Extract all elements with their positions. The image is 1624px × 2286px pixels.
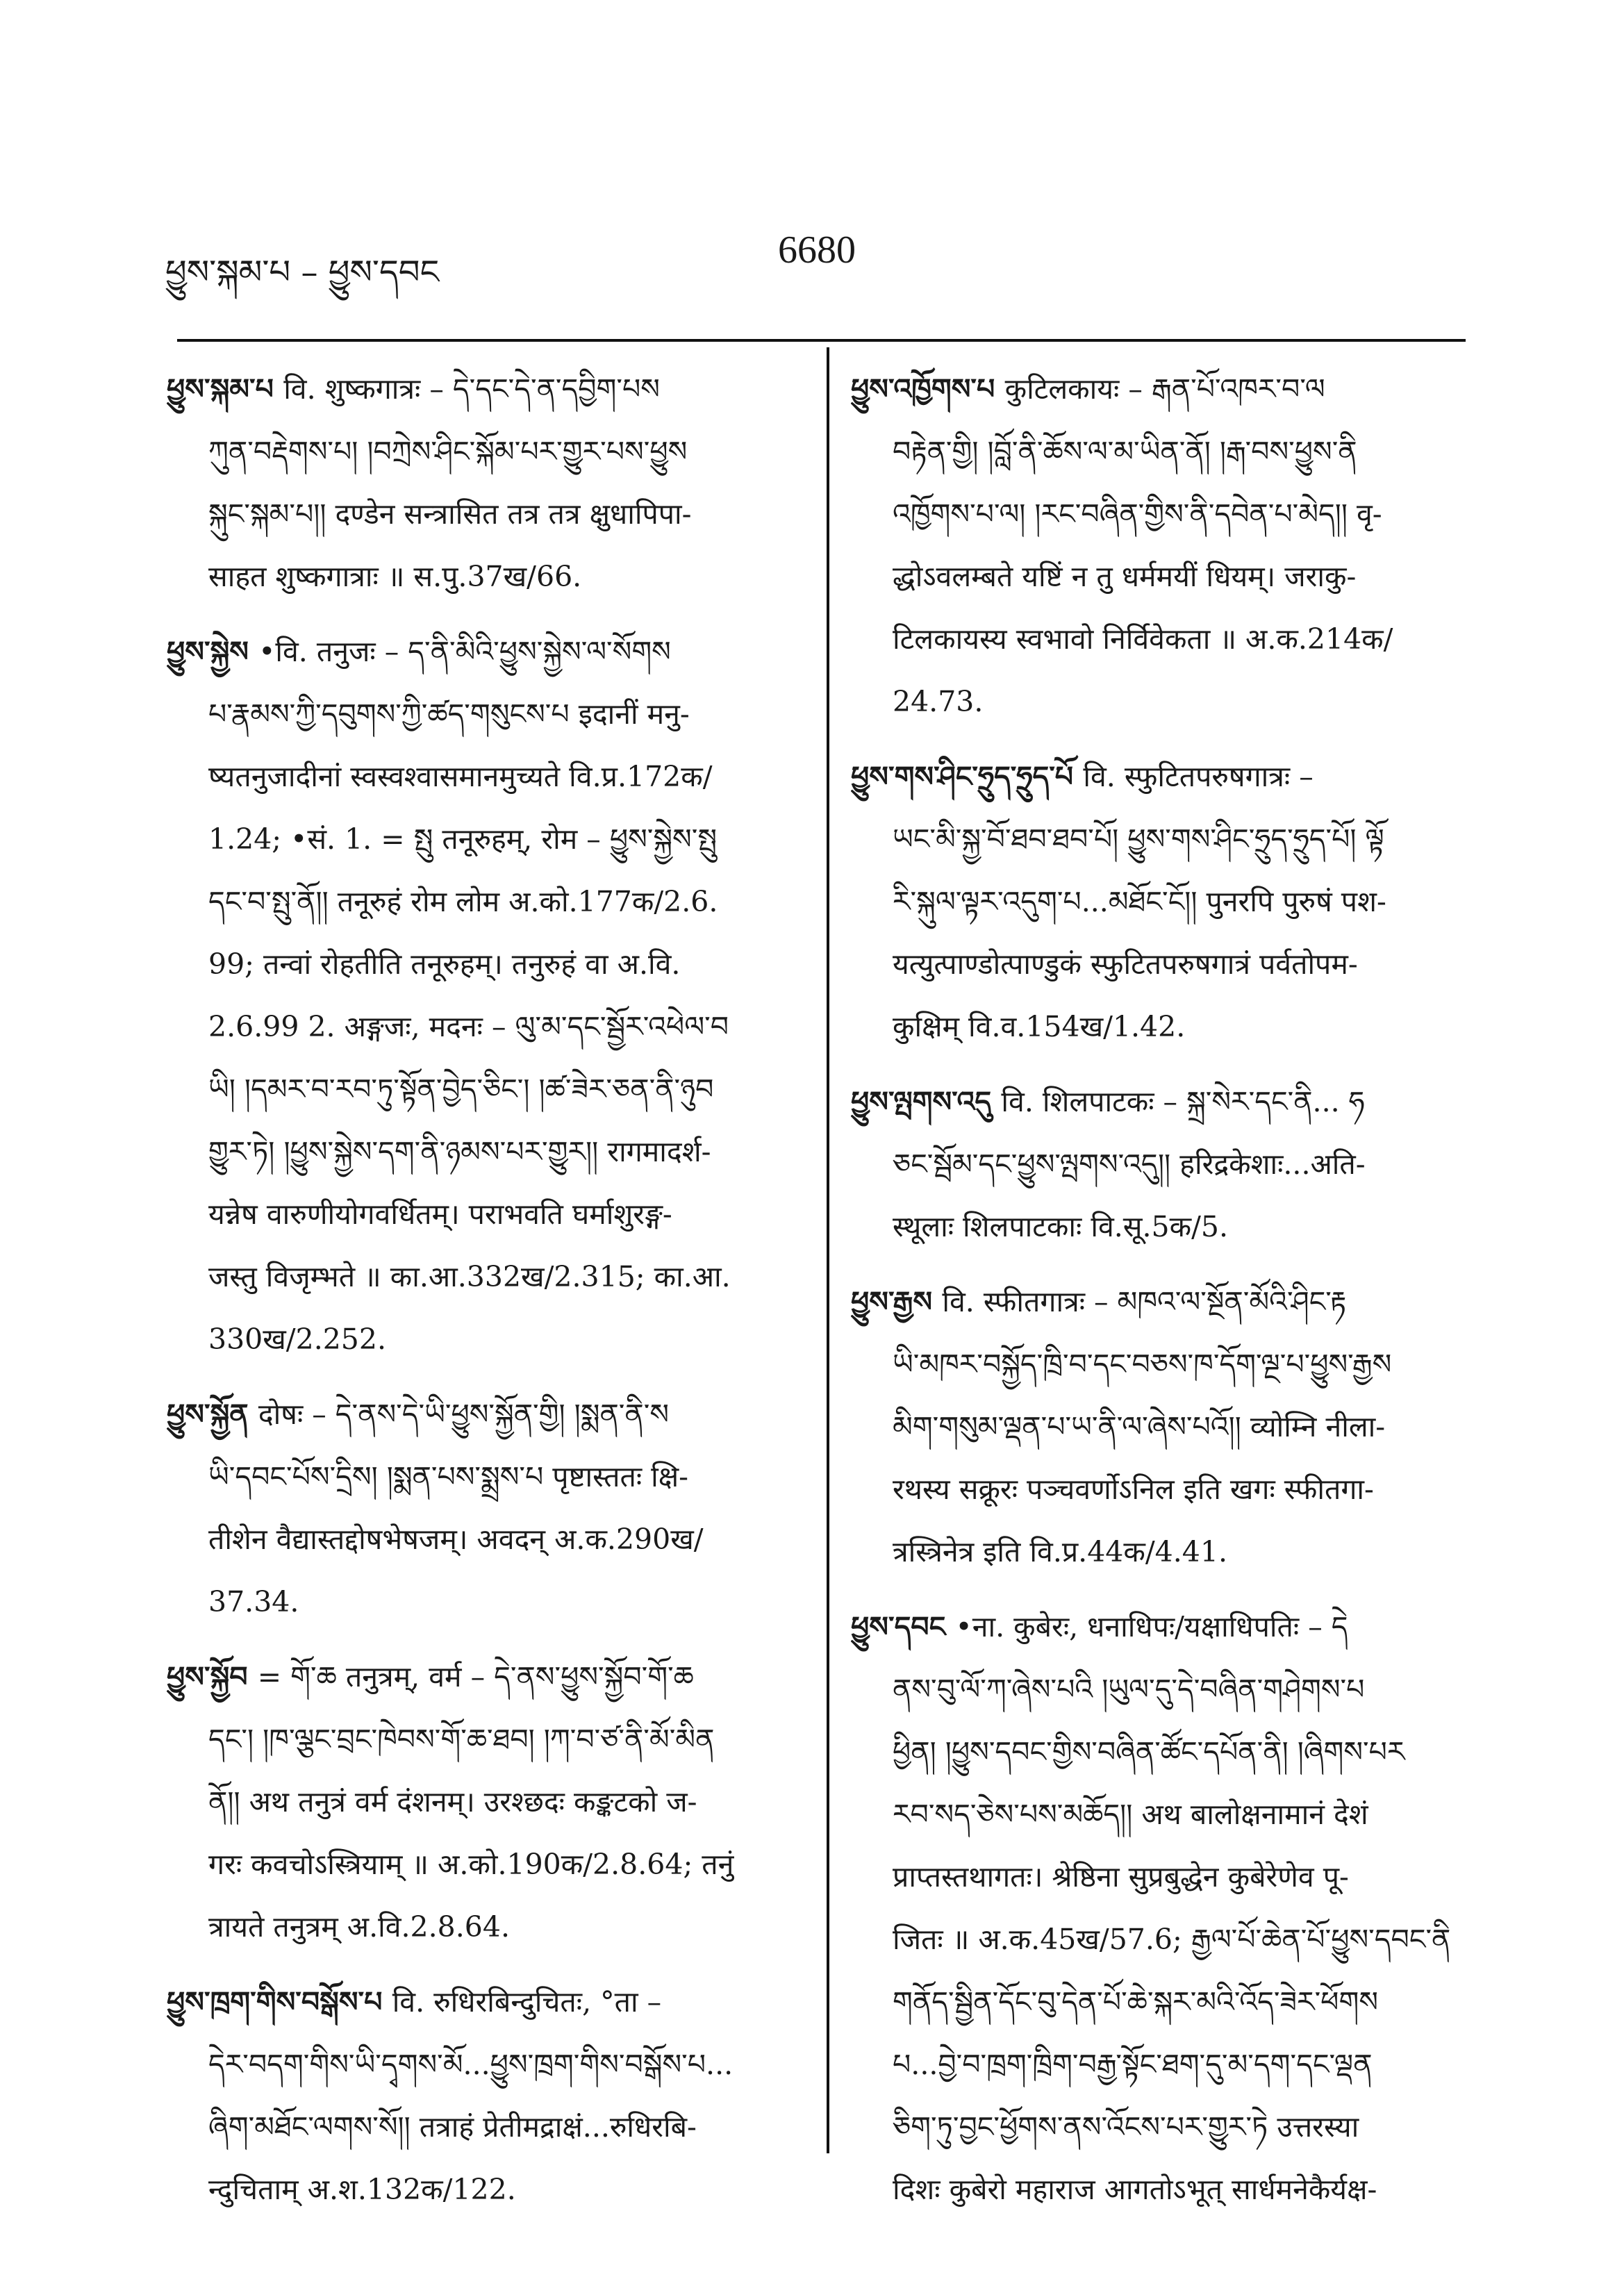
entry-line: པ་རྣམས་ཀྱི་དབུགས་ཀྱི་ཚད་གསུངས་པ इदानीं मनु- <box>208 697 690 731</box>
entry-line: གྱུར་ཏེ། །ཕྱུས་སྐྱེས་དག་ནི་ཉམས་པར་གྱུར།། रागमादर्श- <box>208 1135 711 1168</box>
entry-line: यन्नेष वारुणीयोगवर्धितम्। पराभवति घर्माशुरङ्ग- <box>208 1198 672 1231</box>
entry-headword: ཕྱུས་ལྤགས་འདུ <box>851 1085 1002 1118</box>
dictionary-entry <box>851 1070 1469 1258</box>
entry-line: མིག་གསུམ་ལྡན་པ་ཡ་ནི་ལ་ཞེས་པའོ།། व्योम्नि नीला- <box>893 1410 1386 1443</box>
entry-line: དེར་བདག་གིས་ཡི་དྭགས་མོ...ཕྱུས་ཁྲག་གིས་བསྒོས་པ... <box>208 2048 734 2081</box>
entry-headword: ཕྱུས་གས་ཤིང་ཧྲུད་ཧྲུད་པོ <box>851 760 1084 793</box>
entry-line: ཡི། །དམར་བ་རབ་ཏུ་སྟོན་བྱེད་ཅིང་། །ཚ་ཟེར་ཅན་ནི་ཉུབ <box>208 1072 714 1106</box>
entry-line: 2.6.99 2. अङ्गजः, मदनः – ལུ་མ་དང་སྦྱོར་འཕེལ་བ <box>208 1010 729 1043</box>
entry-line: པ...བྱེ་བ་ཁྲག་ཁྲིག་བརྒྱ་སྟོང་ཐག་དུ་མ་དག་དང་ལྡན <box>893 2048 1373 2081</box>
entry-line: 99; तन्वां रोहतीति तनूरुहम्। तनुरुहं वा अ.वि. <box>208 947 681 981</box>
dictionary-entry <box>167 1971 802 2221</box>
entry-line: 37.34. <box>208 1585 299 1618</box>
entry-line: རི་སྐུལ་ལྟར་འདུག་པ...མཐོང་ངོ།། पुनरपि पुरुषं पश- <box>893 885 1386 918</box>
entry-text: दोषः – དེ་ནས་དེ་ཡི་ཕྱུས་སྐྱོན་གྱི། །སྨན་ནི་ས <box>258 1398 670 1431</box>
entry-line: 330ख/2.252. <box>208 1323 387 1356</box>
dictionary-entry <box>851 358 1469 733</box>
entry-line: ཅིག་ཏུ་བྱང་ཕྱོགས་ནས་འོངས་པར་གྱུར་ཏེ उत्तरस्या <box>893 2110 1359 2144</box>
entry-text: •ना. कुबेरः, धनाधिपः/यक्षाधिपतिः – དེ <box>955 1610 1348 1643</box>
entry-headword: ཕྱུས་སྐྱེས <box>167 635 259 668</box>
entry-line <box>167 358 802 420</box>
entry-line: ནོ།། अथ तनुत्रं वर्म दंशनम्। उरश्छदः कङ्कटको ज- <box>208 1785 697 1819</box>
entry-line: गरः कवचोऽस्त्रियाम् ॥ अ.को.190क/2.8.64; तनुं <box>208 1848 734 1881</box>
entry-line: साहत शुष्कगात्राः ॥ स.पु.37ख/66. <box>208 560 582 593</box>
entry-text: वि. स्फीतगात्रः – མཁའ་ལ་སྔོན་མོའི་ཤིང་རྟ <box>942 1285 1347 1318</box>
entry-line: त्रस्त्रिनेत्र इति वि.प्र.44क/4.41. <box>893 1535 1228 1568</box>
entry-line: न्दुचिताम् अ.श.132क/122. <box>208 2173 516 2206</box>
entry-line: जितः ॥ अ.क.45ख/57.6; རྒྱལ་པོ་ཆེན་པོ་ཕྱུས་དབང་ནི <box>893 1923 1451 1956</box>
entry-line <box>167 1646 802 1708</box>
entry-line: तीशेन वैद्यास्तद्दोषभेषजम्। अवदन् अ.क.290ख/ <box>208 1523 704 1556</box>
entry-text: कुटिलकायः – རྒན་པོ་འཁར་བ་ལ <box>1004 372 1325 406</box>
dictionary-entry <box>851 1270 1469 1583</box>
entry-line: कुक्षिम् वि.व.154ख/1.42. <box>893 1010 1186 1043</box>
entry-line: སྐུང་སྐམ་པ།། दण्डेन सन्त्रासित तत्र तत्र क्षुधापिपा- <box>208 497 692 531</box>
entry-line: ཅང་སྦོམ་དང་ཕྱུས་ལྤགས་འདུ།། हरिद्रकेशाः...अति- <box>893 1148 1366 1181</box>
entry-line: रथस्य सक्रूरः पञ्चवर्णोऽनिल इति खगः स्फीतगा- <box>893 1473 1374 1506</box>
header-running-title: ཕྱུས་སྐམ་པ – ཕྱུས་དབང <box>165 253 440 292</box>
entry-line: यत्युत्पाण्डोत्पाण्डुकं स्फुटितपरुषगात्रं पर्वतोपम- <box>893 947 1358 981</box>
dictionary-entry <box>167 1383 802 1633</box>
entry-line: 1.24; •सं. 1. = སྤུ तनूरुहम्, रोम – ཕྱུས་སྐྱེས་སྤུ <box>208 822 718 856</box>
entry-line <box>167 1971 802 2033</box>
header-rule <box>177 339 1466 342</box>
entry-line: दिशः कुबेरो महाराज आगतोऽभूत् सार्धमनेकैर्यक्ष- <box>893 2173 1377 2206</box>
entry-line <box>851 1596 1469 1658</box>
entry-headword: ཕྱུས་རྒྱས <box>851 1285 943 1318</box>
column-divider <box>827 347 829 2153</box>
entry-line: ཡི་དབང་པོས་དྲིས། །སྨན་པས་སྨྲས་པ पृष्टास्ततः क्षि- <box>208 1460 689 1493</box>
entry-text: वि. स्फुटितपरुषगात्रः – <box>1083 760 1314 793</box>
entry-line <box>851 1070 1469 1133</box>
entry-line <box>167 1383 802 1446</box>
entry-text: वि. शिलपाटकः – སྐྲ་སེར་དང་ནི... ཧ <box>1001 1085 1365 1118</box>
entry-headword: ཕྱུས་ཁྲག་གིས་བསྒོས་པ <box>167 1985 392 2019</box>
entry-line: འཁྱོགས་པ་ལ། །རང་བཞིན་གྱིས་ནི་དབེན་པ་མེད།། वृ- <box>893 497 1382 531</box>
entry-line: द्धोऽवलम्बते यष्टिं न तु धर्ममयीं धियम्। जराकु- <box>893 560 1357 593</box>
entry-line: ཡི་མཁར་བསྐྱོད་ཁྲི་བ་དང་བཅས་ཁ་དོག་ལྔ་པ་ཕྱུས་རྒྱས <box>893 1348 1392 1381</box>
entry-line: जस्तु विजृम्भते ॥ का.आ.332ख/2.315; का.आ. <box>208 1260 731 1293</box>
dictionary-entry <box>851 1596 1469 2221</box>
entry-line: དང་། །ཁ་ལྕང་བྲང་ཁེབས་གོ་ཆ་ཐབ། །ཀ་བ་ཙ་ནི་མོ་མིན <box>208 1723 715 1756</box>
entry-headword: ཕྱུས་སྐྱོབ <box>167 1660 258 1693</box>
dictionary-entry <box>167 620 802 1370</box>
entry-line: स्थूलाः शिलपाटकाः वि.सू.5क/5. <box>893 1210 1229 1243</box>
entry-line: त्रायते तनुत्रम् अ.वि.2.8.64. <box>208 1910 510 1944</box>
entry-line: བརྟེན་གྱི། །བློ་ནི་ཆོས་ལ་མ་ཡིན་ནོ། །རྒ་བས་ཕྱུས་ནི <box>893 435 1357 468</box>
entry-text: वि. शुष्कगात्रः – དེ་དང་དེ་ན་དབྱིག་པས <box>283 372 660 406</box>
entry-line: ष्यतनुजादीनां स्वस्वश्वासमानमुच्यते वि.प्र.172क/ <box>208 760 713 793</box>
entry-line: གནོད་སྦྱིན་དོང་བུ་དེན་པོ་ཆེ་སྐར་མའི་འོད་ཟེར་ཕོགས <box>893 1985 1379 2019</box>
entry-text: •वि. तनुजः – ད་ནི་མིའི་ཕྱུས་སྐྱེས་ལ་སོགས <box>258 635 671 668</box>
dictionary-entry <box>167 358 802 608</box>
entry-line <box>851 1270 1469 1333</box>
entry-line: དང་བ་སྤུ་ནོ།། तनूरुहं रोम लोम अ.को.177क/2.6. <box>208 885 718 918</box>
entry-text: = གོ་ཆ तनुत्रम्, वर्म – དེ་ནས་ཕྱུས་སྐྱོབ་གོ་ཆ <box>257 1660 694 1693</box>
entry-headword: ཕྱུས་དབང <box>851 1610 956 1643</box>
dictionary-entry <box>167 1646 802 1958</box>
entry-line: ཡང་མི་སྐྱ་བོ་ཐབ་ཐབ་པོ། ཕྱུས་གས་ཤིང་ཧྲུད་ཧྲུད་པོ། ལྟོ <box>893 822 1384 856</box>
entry-line <box>167 620 802 683</box>
entry-line: རབ་སད་ཅེས་པས་མཆོད།། अथ बालोक्षनामानं देशं <box>893 1798 1368 1831</box>
entry-line: ཞིག་མཐོང་ལགས་སོ།། तत्राहं प्रेतीमद्राक्षं...रुधिरबि- <box>208 2110 697 2144</box>
entry-line <box>851 745 1469 808</box>
left-column <box>167 358 802 2233</box>
entry-headword: ཕྱུས་སྐྱོན <box>167 1398 258 1431</box>
entry-headword: ཕྱུས་འཁྱོགས་པ <box>851 372 1005 406</box>
entry-line: 24.73. <box>893 685 984 718</box>
entry-headword: ཕྱུས་སྐམ་པ <box>167 372 284 406</box>
entry-line <box>851 358 1469 420</box>
entry-text: वि. रुधिरबिन्दुचितः, °ता – <box>392 1985 662 2019</box>
entry-line: टिलकायस्य स्वभावो निर्विवेकता ॥ अ.क.214क/ <box>893 622 1393 656</box>
entry-line: ཕྱིན། །ཕྱུས་དབང་གྱིས་བཞིན་ཚོང་དཔོན་ནི། །ཞིགས་པར <box>893 1735 1405 1769</box>
page-number: 6680 <box>778 229 856 272</box>
right-column <box>851 358 1469 2233</box>
entry-line: ནས་བུ་ལོ་ཀ་ཞེས་པའི །ཡུལ་དུ་དེ་བཞིན་གཤེགས་པ <box>893 1673 1365 1706</box>
entry-line: प्राप्तस्तथागतः। श्रेष्ठिना सुप्रबुद्धेन कुबेरेणेव पू- <box>893 1860 1349 1894</box>
entry-line: ཀུན་བརྡེགས་པ། །བཀྲེས་ཤིང་སྐོམ་པར་གྱུར་པས་ཕྱུས <box>208 435 688 468</box>
dictionary-entry <box>851 745 1469 1058</box>
